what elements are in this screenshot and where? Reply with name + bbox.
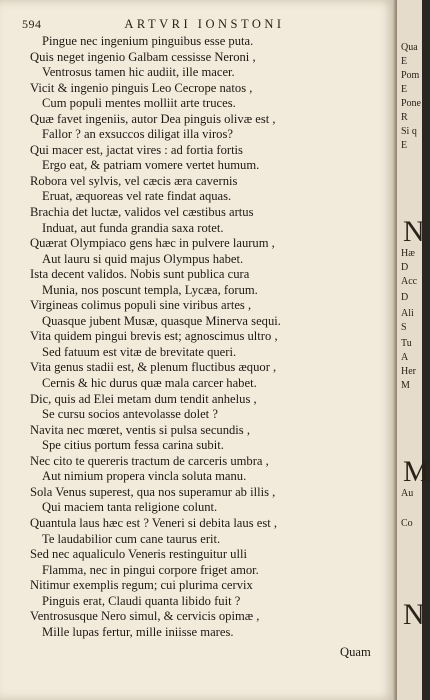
- facing-page-text: Co: [401, 518, 413, 529]
- facing-page-text: Her: [401, 366, 416, 377]
- poem-verses: [30, 34, 380, 640]
- verse-line: Mille lupas fertur, mille iniisse mares.: [42, 624, 234, 639]
- facing-page-text: Au: [401, 488, 414, 499]
- facing-page-text: Tu: [401, 338, 412, 349]
- verse-line: Cernis & hic durus quæ mala carcer habet.: [42, 376, 257, 391]
- facing-page-text: E: [401, 140, 408, 151]
- verse-line: Qui macer est, jactat vires : ad fortia fortis: [30, 142, 243, 157]
- facing-page-text: D: [401, 262, 409, 273]
- facing-page-text: Pone: [401, 98, 421, 109]
- verse-line: Quæ favet ingeniis, autor Dea pinguis olivæ est ,: [30, 111, 276, 126]
- facing-page-text: A: [401, 352, 409, 363]
- verse-line: Nec cito te quereris tractum de carceris umbra ,: [30, 453, 269, 468]
- facing-page-text: M: [403, 455, 430, 488]
- verse-line: Cum populi mentes molliit arte truces.: [42, 96, 236, 111]
- facing-page-text: R: [401, 112, 408, 123]
- verse-line: Fallor ? an exsuccos diligat illa viros?: [42, 127, 233, 142]
- facing-page-text: Qua: [401, 42, 418, 53]
- verse-line: Te laudabilior cum cane taurus erit.: [42, 531, 221, 546]
- verse-line: Sed nec aqualiculo Veneris restinguitur ulli: [30, 547, 247, 562]
- verse-line: Virgineas colimus populi sine viribus artes ,: [30, 298, 252, 313]
- verse-line: Vicit & ingenio pinguis Leo Cecrope natos ,: [30, 80, 253, 95]
- verse-line: Flamma, nec in pingui corpore friget amor.: [42, 562, 259, 577]
- verse-line: Sola Venus superest, qua nos superamur ab illis ,: [30, 484, 276, 499]
- verse-line: Pinguis erat, Claudi quanta libido fuit ?: [42, 593, 241, 608]
- facing-page-text: N: [403, 598, 425, 631]
- verse-line: Aut nimium propera vincla soluta manu.: [42, 469, 247, 484]
- verse-line: Se cursu socios antevolasse dolet ?: [42, 407, 218, 422]
- verse-line: Induat, aut funda grandia saxa rotet.: [42, 220, 224, 235]
- facing-page-text: Acc: [401, 276, 418, 287]
- verse-line: Navita nec mœret, ventis si pulsa secundis ,: [30, 422, 250, 437]
- verse-line: Quærat Olympiaco gens hæc in pulvere laurum ,: [30, 236, 275, 251]
- verse-line: Ventrosusque Nero simul, & cervicis opimæ ,: [30, 609, 260, 624]
- facing-page-text: D: [401, 292, 409, 303]
- verse-line: Ventrosus tamen hic audiit, ille macer.: [42, 65, 235, 80]
- facing-page-text: Pom: [401, 70, 420, 81]
- page-header: [22, 17, 387, 35]
- verse-line: Qui maciem tanta religione colunt.: [42, 500, 218, 515]
- verse-line: Robora vel sylvis, vel cæcis æra cavernis: [30, 173, 238, 188]
- verse-line: Quis neget ingenio Galbam cessisse Neroni ,: [30, 49, 256, 64]
- verse-line: Aut lauru si quid majus Olympus habet.: [42, 251, 244, 266]
- facing-page-text: E: [401, 56, 408, 67]
- verse-line: Ergo eat, & patriam vomere vertet humum.: [42, 158, 260, 173]
- verse-line: Dic, quis ad Elei metam dum tendit anhelus ,: [30, 391, 257, 406]
- verse-line: Ista decent validos. Nobis sunt publica cura: [30, 267, 250, 282]
- facing-page-text: Hæ: [401, 248, 415, 259]
- verse-line: Quasque jubent Musæ, quasque Minerva sequi.: [42, 313, 281, 328]
- facing-page-text: M: [401, 380, 410, 391]
- verse-line: Quantula laus hæc est ? Veneri si debita laus est ,: [30, 515, 278, 530]
- facing-page-fragment: [397, 0, 430, 700]
- verse-line: Spe citius portum fessa carina subit.: [42, 438, 224, 453]
- facing-page-text: Si q: [401, 126, 417, 137]
- catchword: Quam: [340, 645, 371, 659]
- page-number: 594: [22, 17, 42, 31]
- verse-line: Nitimur exemplis regum; cui plurima cervix: [30, 578, 253, 593]
- verse-line: Sed fatuum est vitæ de brevitate queri.: [42, 344, 237, 359]
- running-head: ARTVRI IONSTONI: [124, 17, 285, 31]
- facing-page-text: S: [401, 322, 407, 333]
- verse-line: Vita quidem pingui brevis est; agnoscimus ultro ,: [30, 329, 278, 344]
- verse-line: Brachia det luctæ, validos vel cæstibus artus: [30, 205, 254, 220]
- verse-line: Munia, nos poscunt templa, Lycæa, forum.: [42, 282, 258, 297]
- verse-line: Pingue nec ingenium pinguibus esse puta.: [42, 34, 254, 48]
- facing-page-text: E: [401, 84, 408, 95]
- verse-line: Vita genus stadii est, & plenum fluctibus æquor ,: [30, 360, 277, 375]
- facing-page-text: Ali: [401, 308, 414, 319]
- facing-page-text: N: [403, 215, 425, 248]
- verse-line: Eruat, æquoreas vel rate findat aquas.: [42, 189, 232, 204]
